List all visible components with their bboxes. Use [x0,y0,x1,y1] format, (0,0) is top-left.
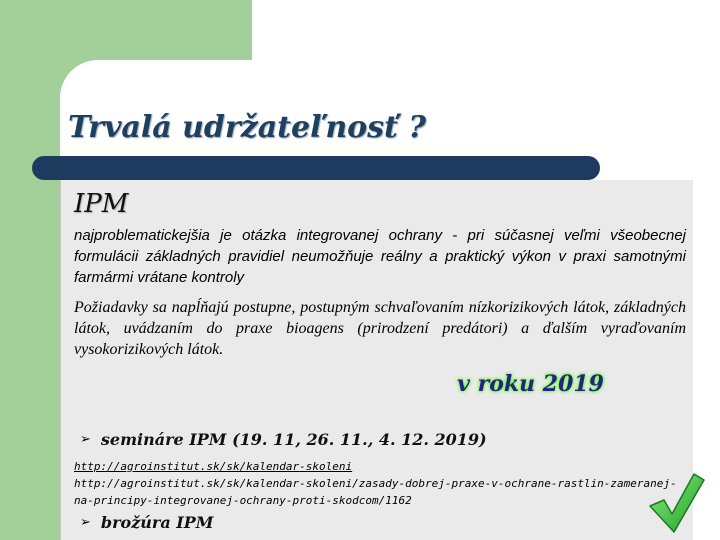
paragraph-requirements: Požiadavky sa napĺňajú postupne, postupným schvaľovaním nízkorizikových látok, základných látok, uvádzaním do praxe bioagens (prirodzení predátori) a ďalším vyraďovaním vysokorizikových látok. [74,299,686,358]
link-zasady-dobrej-praxe[interactable]: http://agroinstitut.sk/sk/kalendar-skoleni/zasady-dobrej-praxe-v-ochrane-rastlin-zameranej-na-principy-integrovanej-ochrany-proti-skodcom/1162 [74,477,677,507]
green-checkmark-icon [646,470,706,534]
slide-title: Trvalá udržateľnosť ? [68,110,426,145]
link-kalendar-skoleni[interactable]: http://agroinstitut.sk/sk/kalendar-skoleni [74,460,353,473]
section-heading: IPM [74,189,129,219]
title-underline-bar [32,156,600,180]
year-highlight: v roku 2019 [457,371,604,397]
bullet-seminars [80,430,487,449]
arrow-bullet-icon: ➢ [80,432,91,447]
bullet-brochure-text: brožúra IPM [100,513,214,532]
paragraph-ipm-problem: najproblematickejšia je otázka integrovanej ochrany - pri súčasnej veľmi všeobecnej formulácii základných pravidiel neumožňuje reálny a praktický výkon v praxi samotnými farmármi vrátane kontroly [74,227,686,286]
arrow-bullet-icon: ➢ [80,515,91,530]
bullet-brochure [80,513,214,532]
bullet-seminars-text: semináre IPM (19. 11, 26. 11., 4. 12. 2019) [100,430,487,449]
links-block [74,458,686,509]
